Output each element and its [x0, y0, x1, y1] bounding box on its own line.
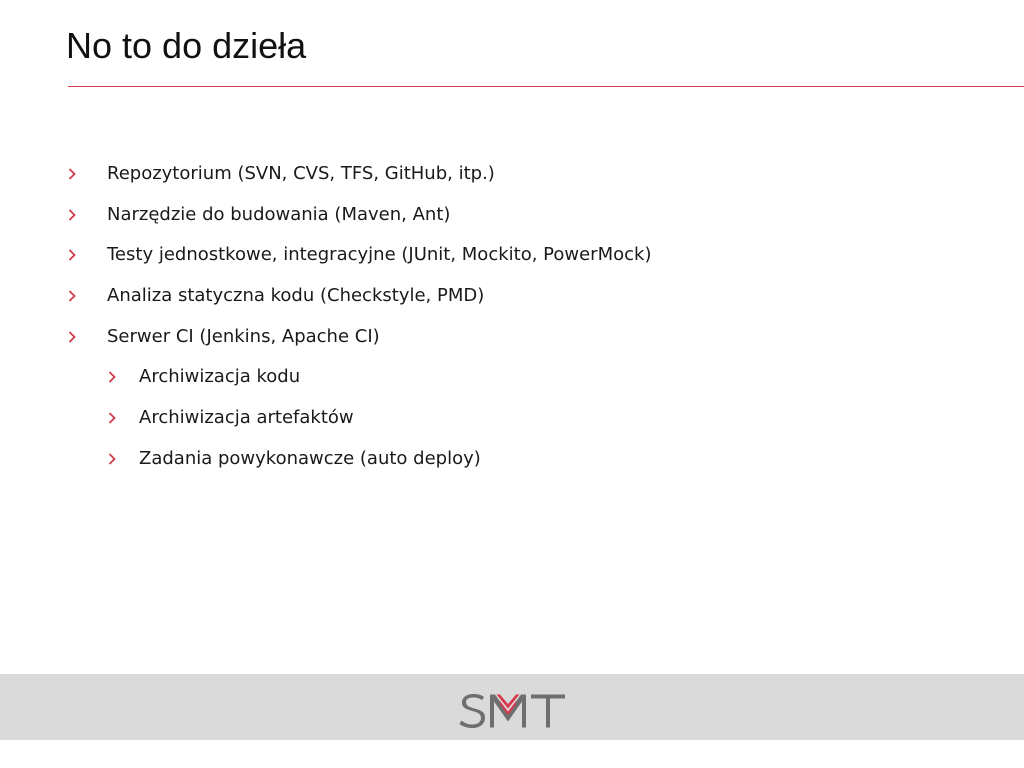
sub-bullet-text: Archiwizacja kodu [139, 366, 301, 388]
bullet-text: Analiza statyczna kodu (Checkstyle, PMD) [107, 285, 485, 307]
chevron-right-icon [108, 371, 116, 383]
sub-bullet-text: Zadania powykonawcze (auto deploy) [139, 447, 481, 469]
chevron-right-icon [68, 290, 76, 302]
smt-logo-mark [458, 691, 568, 731]
bullet-text: Repozytorium (SVN, CVS, TFS, GitHub, itp.) [107, 163, 495, 184]
chevron-right-icon [108, 412, 116, 424]
bullet-text: Serwer CI (Jenkins, Apache CI) [107, 325, 380, 347]
sub-bullet-text: Archiwizacja artefaktów [139, 407, 354, 429]
chevron-right-icon [68, 209, 76, 221]
chevron-right-icon [68, 168, 76, 180]
chevron-right-icon [68, 331, 76, 343]
bullet-text: Narzędzie do budowania (Maven, Ant) [107, 203, 451, 225]
title-divider [68, 86, 1024, 87]
slide-title: No to do dzieła [66, 25, 307, 66]
chevron-right-icon [68, 249, 76, 261]
smt-logo [458, 691, 568, 731]
bullet-text: Testy jednostkowe, integracyjne (JUnit, Mockito, PowerMock) [107, 244, 652, 266]
chevron-right-icon [108, 453, 116, 465]
